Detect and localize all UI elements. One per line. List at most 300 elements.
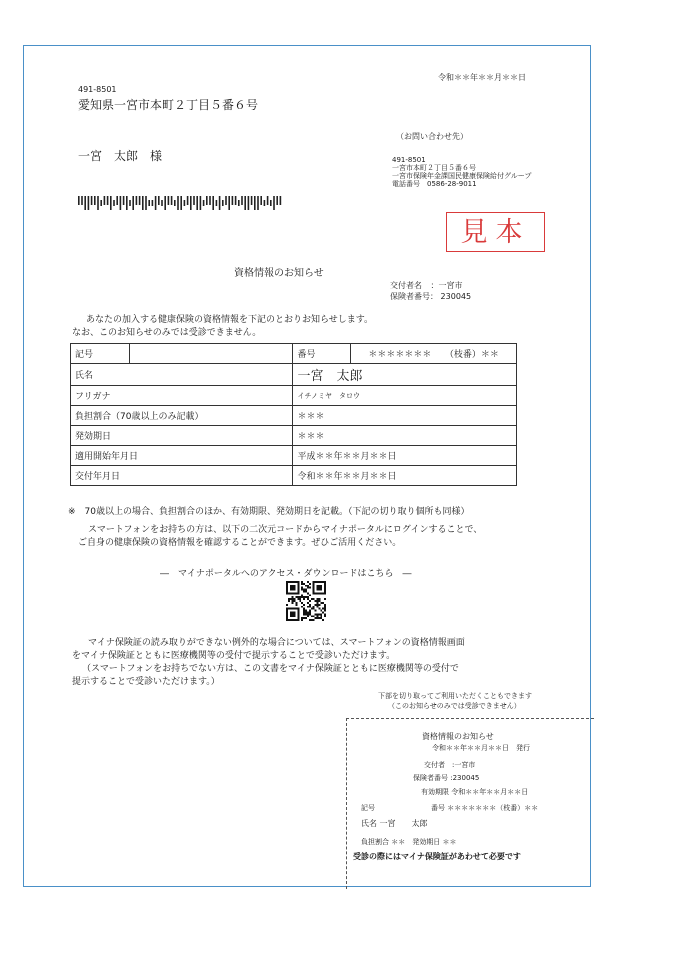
qr-module xyxy=(305,610,307,612)
barcode-bar xyxy=(91,196,93,205)
barcode-bar xyxy=(148,200,150,206)
sample-stamp: 見本 xyxy=(446,212,545,252)
qr-module xyxy=(320,585,322,587)
qr-module xyxy=(286,589,288,591)
qr-module xyxy=(318,585,320,587)
stub-warning: 受診の際にはマイナ保険証があわせて必要です xyxy=(353,852,521,861)
qr-module xyxy=(318,587,320,589)
qr-module xyxy=(318,613,320,615)
barcode-bar xyxy=(113,200,115,206)
qr-module xyxy=(320,615,322,617)
qr-module xyxy=(299,598,301,600)
barcode-bar xyxy=(222,200,224,206)
qr-module xyxy=(307,602,309,604)
qr-module xyxy=(303,591,305,593)
qr-module xyxy=(324,585,326,587)
stub-number: 番号 ＊＊＊＊＊＊＊（枝番）＊＊ xyxy=(431,804,539,812)
qr-module xyxy=(286,608,288,610)
barcode-bar xyxy=(200,196,202,210)
qr-module xyxy=(286,592,288,594)
barcode-bar xyxy=(216,200,218,206)
qr-module xyxy=(297,619,299,621)
qr-module xyxy=(297,596,299,598)
qr-module xyxy=(316,602,318,604)
qr-module xyxy=(316,589,318,591)
qr-module xyxy=(313,591,315,593)
barcode-bar xyxy=(158,196,160,205)
qr-module xyxy=(311,608,313,610)
qr-module xyxy=(294,600,296,602)
barcode-bar xyxy=(232,196,234,205)
insurer-row xyxy=(390,291,471,302)
barcode-bar xyxy=(219,196,221,210)
qr-module xyxy=(297,617,299,619)
barcode-bar xyxy=(171,196,173,205)
barcode-bar xyxy=(190,196,192,210)
qr-module xyxy=(324,592,326,594)
qr-module xyxy=(294,589,296,591)
qr-module xyxy=(292,600,294,602)
qr-module xyxy=(296,602,298,604)
qr-module xyxy=(313,589,315,591)
stub-burden: 負担割合 ＊＊ 発効期日 ＊＊ xyxy=(361,838,457,846)
qr-module xyxy=(296,581,298,583)
barcode-bar xyxy=(81,196,83,205)
qr-module xyxy=(292,602,294,604)
start-label: 適用開始年月日 xyxy=(71,446,293,466)
contact-address: 一宮市本町２丁目５番６号 xyxy=(392,164,476,172)
qr-module xyxy=(316,606,318,608)
qr-module xyxy=(286,583,288,585)
qr-module xyxy=(307,585,309,587)
exception-line-3: （スマートフォンをお持ちでない方は、この文書をマイナ保険証とともに医療機関等の受付で xyxy=(82,664,459,674)
qr-module xyxy=(294,619,296,621)
qr-module xyxy=(286,619,288,621)
recipient-name: 一宮 太郎 様 xyxy=(78,149,163,163)
issuer-label: 交付者名 xyxy=(390,281,422,290)
qr-module xyxy=(294,611,296,613)
qr-module xyxy=(324,606,326,608)
barcode-bar xyxy=(251,196,253,205)
stub-name: 氏名 一宮 太郎 xyxy=(361,819,428,828)
qr-module xyxy=(313,592,315,594)
qr-module xyxy=(313,585,315,587)
qr-module xyxy=(296,619,298,621)
qr-module xyxy=(292,598,294,600)
insurer-value: 230045 xyxy=(440,292,472,301)
qr-module xyxy=(320,592,322,594)
exception-line-1: マイナ保険証の読み取りができない例外的な場合については、スマートフォンの資格情報画面 xyxy=(88,638,465,648)
barcode-bar xyxy=(88,196,90,210)
qr-module xyxy=(286,591,288,593)
qr-module xyxy=(290,615,292,617)
qr-module xyxy=(309,587,311,589)
furigana-label: フリガナ xyxy=(71,386,293,406)
qr-module xyxy=(294,585,296,587)
qr-module xyxy=(324,615,326,617)
qr-module xyxy=(297,611,299,613)
barcode-bar xyxy=(129,200,131,206)
qr-module xyxy=(313,583,315,585)
barcode-bar xyxy=(177,196,179,210)
qr-module xyxy=(320,602,322,604)
qr-module xyxy=(290,589,292,591)
qr-module xyxy=(297,610,299,612)
barcode-bar xyxy=(209,196,211,205)
qr-module xyxy=(297,615,299,617)
qr-module xyxy=(309,613,311,615)
qr-module xyxy=(288,619,290,621)
qr-module xyxy=(299,600,301,602)
barcode-bar xyxy=(280,196,282,205)
barcode-bar xyxy=(84,196,86,210)
qr-module xyxy=(324,591,326,593)
qr-module xyxy=(305,611,307,613)
stub-issuer: 交付者 :一宮市 xyxy=(424,761,476,769)
tear-off-card xyxy=(346,718,594,889)
qr-module xyxy=(315,592,317,594)
qr-module xyxy=(290,619,292,621)
qr-module xyxy=(307,613,309,615)
barcode-bar xyxy=(116,196,118,205)
stub-insurer: 保険者番号 :230045 xyxy=(413,774,480,782)
table-row xyxy=(71,406,517,426)
table-row xyxy=(71,446,517,466)
qr-module xyxy=(292,608,294,610)
qr-module xyxy=(307,592,309,594)
start-value: 平成＊＊年＊＊月＊＊日 xyxy=(293,446,517,466)
qr-module xyxy=(311,619,313,621)
qr-module xyxy=(301,602,303,604)
qr-module xyxy=(301,583,303,585)
qr-module xyxy=(316,600,318,602)
qr-module xyxy=(322,619,324,621)
qr-module xyxy=(288,592,290,594)
document-page xyxy=(23,45,591,887)
qr-module xyxy=(292,596,294,598)
qr-module xyxy=(305,613,307,615)
qr-module xyxy=(292,611,294,613)
qr-module xyxy=(313,587,315,589)
qr-module xyxy=(301,581,303,583)
barcode-bar xyxy=(123,196,125,205)
qr-module xyxy=(315,613,317,615)
barcode-bar xyxy=(248,196,250,210)
qr-module xyxy=(297,613,299,615)
effective-value: ＊＊＊ xyxy=(293,426,517,446)
qr-module xyxy=(316,598,318,600)
qr-module xyxy=(303,589,305,591)
qr-module xyxy=(303,613,305,615)
qr-module xyxy=(292,581,294,583)
qr-module xyxy=(309,606,311,608)
exception-line-2: をマイナ保険証とともに医療機関等の受付で提示することで受診いただけます。 xyxy=(72,651,396,661)
qr-module xyxy=(324,583,326,585)
qr-module xyxy=(290,611,292,613)
qr-module xyxy=(294,615,296,617)
barcode-bar xyxy=(97,196,99,210)
qr-module xyxy=(290,581,292,583)
barcode-bar xyxy=(225,196,227,205)
barcode-bar xyxy=(142,196,144,210)
qr-module xyxy=(316,617,318,619)
qr-module xyxy=(288,581,290,583)
barcode-bar xyxy=(206,196,208,205)
qr-module xyxy=(288,608,290,610)
barcode-bar xyxy=(228,196,230,210)
qr-module xyxy=(318,600,320,602)
qr-module xyxy=(290,598,292,600)
qualification-table xyxy=(70,343,517,486)
contact-block xyxy=(392,156,531,188)
qr-module xyxy=(315,604,317,606)
qr-module xyxy=(303,604,305,606)
qr-module xyxy=(322,602,324,604)
qr-module xyxy=(294,587,296,589)
qr-module xyxy=(297,591,299,593)
qr-module xyxy=(294,613,296,615)
barcode-bar xyxy=(212,196,214,210)
issue-date: 令和＊＊年＊＊月＊＊日 xyxy=(438,73,526,82)
qr-module xyxy=(313,606,315,608)
qr-module xyxy=(307,581,309,583)
qr-module xyxy=(318,608,320,610)
qr-module xyxy=(311,615,313,617)
table-row xyxy=(71,386,517,406)
qr-module xyxy=(286,581,288,583)
qr-module xyxy=(288,600,290,602)
qr-module xyxy=(303,596,305,598)
barcode-bar xyxy=(168,196,170,205)
barcode-bar xyxy=(120,196,122,210)
barcode-bar xyxy=(270,200,272,206)
qr-module xyxy=(303,608,305,610)
barcode-bar xyxy=(276,196,278,205)
qr-module xyxy=(320,610,322,612)
postal-barcode xyxy=(78,196,282,210)
qr-module xyxy=(303,610,305,612)
qr-module xyxy=(286,617,288,619)
qr-module xyxy=(315,581,317,583)
qr-module xyxy=(286,615,288,617)
qr-module xyxy=(313,598,315,600)
qr-module xyxy=(318,589,320,591)
qr-module xyxy=(313,608,315,610)
qr-module xyxy=(296,608,298,610)
qr-module xyxy=(301,617,303,619)
qr-module xyxy=(297,587,299,589)
qr-module xyxy=(294,598,296,600)
symbol-label: 記号 xyxy=(71,344,130,364)
qr-module xyxy=(290,587,292,589)
qr-module xyxy=(318,592,320,594)
qr-module xyxy=(286,610,288,612)
qr-module xyxy=(324,613,326,615)
qr-module xyxy=(309,594,311,596)
qr-module xyxy=(303,598,305,600)
barcode-bar xyxy=(260,196,262,205)
qr-module xyxy=(313,581,315,583)
intro-line-1: あなたの加入する健康保険の資格情報を下記のとおりお知らせします。 xyxy=(86,315,374,325)
qr-module xyxy=(299,596,301,598)
qr-module xyxy=(301,596,303,598)
qr-module xyxy=(309,600,311,602)
barcode-bar xyxy=(164,196,166,210)
qr-module xyxy=(307,615,309,617)
issuer-value: ：一宮市 xyxy=(430,281,463,290)
qr-module xyxy=(292,587,294,589)
qr-module xyxy=(316,592,318,594)
issue-value: 令和＊＊年＊＊月＊＊日 xyxy=(293,466,517,486)
recipient-address: 愛知県一宮市本町２丁目５番６号 xyxy=(78,98,259,112)
number-value: ＊＊＊＊＊＊＊ （枝番）＊＊ xyxy=(351,344,517,364)
barcode-bar xyxy=(107,196,109,205)
qr-module xyxy=(301,589,303,591)
qr-module xyxy=(307,606,309,608)
table-row xyxy=(71,426,517,446)
barcode-bar xyxy=(132,196,134,210)
issuer-row xyxy=(390,280,463,291)
qr-module xyxy=(324,587,326,589)
exception-line-4: 提示することで受診いただけます。） xyxy=(72,677,220,687)
qr-module xyxy=(324,604,326,606)
barcode-bar xyxy=(235,196,237,205)
stub-title: 資格情報のお知らせ xyxy=(422,732,494,741)
qr-module xyxy=(315,610,317,612)
qr-module xyxy=(322,592,324,594)
qr-module xyxy=(324,589,326,591)
qr-module xyxy=(320,617,322,619)
qr-module xyxy=(305,596,307,598)
qr-code[interactable] xyxy=(286,581,326,621)
qr-module xyxy=(290,608,292,610)
qr-module xyxy=(303,611,305,613)
smartphone-line-2: ご自身の健康保険の資格情報を確認することができます。ぜひご活用ください。 xyxy=(78,538,402,548)
qr-module xyxy=(320,587,322,589)
qr-module xyxy=(311,598,313,600)
stub-validity: 有効期限 令和＊＊年＊＊月＊＊日 xyxy=(421,788,529,796)
barcode-bar xyxy=(184,200,186,206)
name-label: 氏名 xyxy=(71,364,293,386)
barcode-bar xyxy=(136,196,138,205)
barcode-bar xyxy=(180,196,182,210)
qr-module xyxy=(316,613,318,615)
qr-module xyxy=(309,610,311,612)
qr-module xyxy=(303,583,305,585)
barcode-bar xyxy=(273,196,275,210)
barcode-bar xyxy=(203,200,205,206)
qr-module xyxy=(320,581,322,583)
qr-module xyxy=(320,613,322,615)
qr-module xyxy=(301,606,303,608)
qr-module xyxy=(305,589,307,591)
cut-line-1: 下部を切り取ってご利用いただくこともできます xyxy=(378,692,532,700)
qr-module xyxy=(313,619,315,621)
qr-module xyxy=(297,592,299,594)
table-row xyxy=(71,344,517,364)
qr-module xyxy=(322,608,324,610)
qr-module xyxy=(297,583,299,585)
qr-module xyxy=(296,596,298,598)
barcode-bar xyxy=(161,200,163,206)
qr-module xyxy=(292,592,294,594)
qr-module xyxy=(288,598,290,600)
stub-issued: 令和＊＊年＊＊月＊＊日 発行 xyxy=(432,744,530,752)
barcode-bar xyxy=(126,196,128,210)
postal-code: 491-8501 xyxy=(78,85,117,94)
qr-module xyxy=(309,619,311,621)
qr-module xyxy=(309,604,311,606)
barcode-bar xyxy=(254,196,256,210)
portal-heading: ― マイナポータルへのアクセス・ダウンロードはこちら ― xyxy=(160,569,412,579)
qr-module xyxy=(296,604,298,606)
qr-module xyxy=(305,585,307,587)
qr-module xyxy=(307,596,309,598)
smartphone-line-1: スマートフォンをお持ちの方は、以下の二次元コードからマイナポータルにログインすることで、 xyxy=(88,525,483,535)
qr-module xyxy=(297,581,299,583)
qr-module xyxy=(294,592,296,594)
barcode-bar xyxy=(94,196,96,205)
qr-module xyxy=(324,610,326,612)
qr-module xyxy=(286,587,288,589)
barcode-bar xyxy=(104,196,106,205)
number-label: 番号 xyxy=(293,344,351,364)
qr-module xyxy=(297,585,299,587)
contact-title: （お問い合わせ先） xyxy=(396,132,468,141)
qr-module xyxy=(316,604,318,606)
burden-label: 負担割合（70歳以上のみ記載） xyxy=(71,406,293,426)
qr-module xyxy=(316,585,318,587)
qr-module xyxy=(315,617,317,619)
burden-value: ＊＊＊ xyxy=(293,406,517,426)
qr-module xyxy=(290,585,292,587)
qr-module xyxy=(301,619,303,621)
barcode-bar xyxy=(196,196,198,210)
barcode-bar xyxy=(241,196,243,205)
barcode-bar xyxy=(145,196,147,210)
furigana-value: イチノミヤ タロウ xyxy=(293,386,517,406)
qr-module xyxy=(316,615,318,617)
qr-module xyxy=(297,608,299,610)
qr-module xyxy=(316,581,318,583)
qr-module xyxy=(320,589,322,591)
qr-module xyxy=(290,613,292,615)
qr-module xyxy=(301,594,303,596)
barcode-bar xyxy=(238,200,240,206)
stub-symbol-label: 記号 xyxy=(361,804,375,812)
barcode-bar xyxy=(155,196,157,210)
barcode-bar xyxy=(244,196,246,210)
qr-module xyxy=(324,581,326,583)
qr-module xyxy=(286,613,288,615)
qr-module xyxy=(292,613,294,615)
name-value: 一宮 太郎 xyxy=(293,364,517,386)
intro-line-2: なお、このお知らせのみでは受診できません。 xyxy=(72,328,262,338)
barcode-bar xyxy=(187,196,189,205)
table-row xyxy=(71,364,517,386)
barcode-bar xyxy=(257,196,259,210)
symbol-value xyxy=(129,344,293,364)
qr-module xyxy=(309,583,311,585)
issue-label: 交付年月日 xyxy=(71,466,293,486)
cut-line-2: （このお知らせのみでは受診できません） xyxy=(388,702,521,710)
qr-module xyxy=(316,587,318,589)
qr-module xyxy=(286,611,288,613)
qr-module xyxy=(292,585,294,587)
qr-module xyxy=(297,598,299,600)
qr-module xyxy=(292,619,294,621)
qr-module xyxy=(294,608,296,610)
